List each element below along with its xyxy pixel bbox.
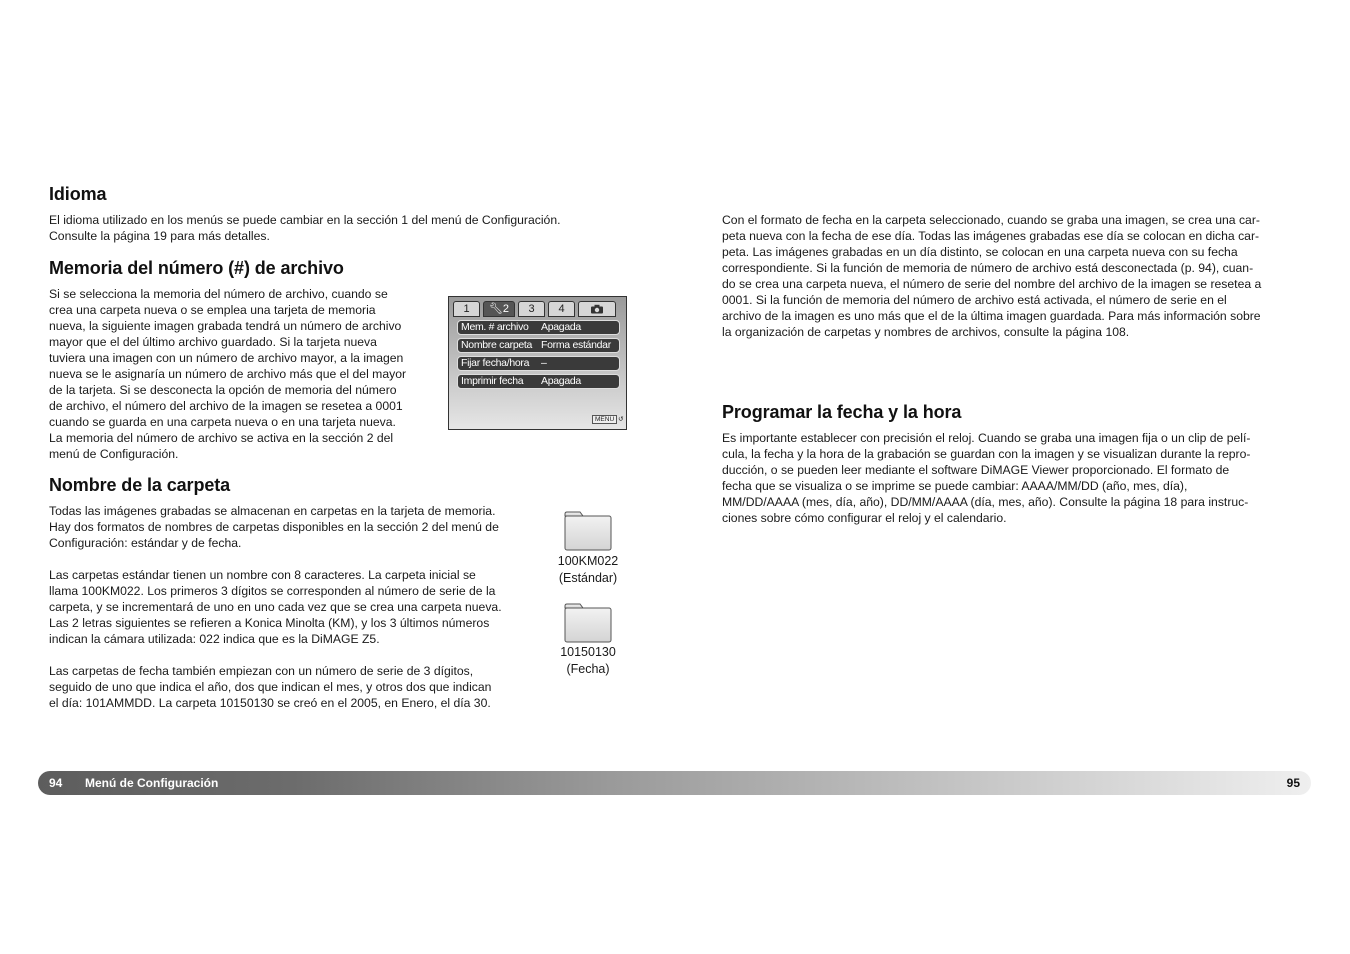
idioma-text — [49, 212, 561, 244]
text-line: Si se selecciona la memoria del número de archivo, cuando se — [49, 287, 388, 301]
text-line: de la tarjeta. Si se desconecta la opción de memoria del número — [49, 383, 397, 397]
text-line: carpeta, y se incrementará de uno en uno cada vez que se crea una carpeta nueva. — [49, 600, 502, 614]
text-line: mayor que el del último archivo guardado. Si la tarjeta nueva — [49, 335, 377, 349]
memoria-text — [49, 286, 441, 462]
text-line: Con el formato de fecha en la carpeta seleccionado, cuando se graba una imagen, se crea una car- — [722, 213, 1260, 227]
menu-row-value: – — [541, 357, 547, 369]
paragraph — [49, 663, 544, 711]
camera-icon — [590, 304, 604, 314]
text-line: llama 100KM022. Los primeros 3 dígitos se corresponden al número de serie de la — [49, 584, 496, 598]
text-line: cuando se guarda en una carpeta nueva o en una tarjeta nueva. — [49, 415, 396, 429]
menu-label: MENU — [592, 415, 617, 424]
camera-setup-menu-screen — [448, 296, 627, 430]
text-line: tuviera una imagen con un número de archivo mayor, a la imagen — [49, 351, 404, 365]
page-number-left: 94 — [49, 776, 63, 790]
text-line: Configuración: estándar y de fecha. — [49, 536, 242, 550]
menu-row — [457, 320, 620, 335]
text-line: la organización de carpetas y nombres de archivos, consulte la página 108. — [722, 325, 1130, 339]
text-line: de archivo, el número del archivo de la imagen se resetea a 0001 — [49, 399, 403, 413]
menu-row-key: Fijar fecha/hora — [461, 357, 530, 369]
tab-1: 1 — [453, 301, 480, 317]
wrench-icon: 🔧︎ — [488, 303, 503, 315]
text-line: Las 2 letras siguientes se refieren a Konica Minolta (KM), y los 3 últimos números — [49, 616, 490, 630]
text-line: archivo de la imagen es uno más que el de la última imagen guardada. Para más información sobre — [722, 309, 1261, 323]
folder-kind: (Fecha) — [566, 662, 610, 676]
folder-caption-date — [538, 644, 638, 678]
heading-memoria: Memoria del número (#) de archivo — [49, 258, 344, 278]
folder-icon — [564, 603, 612, 643]
text-line: seguido de uno que indica el año, dos que indican el mes, y otros dos que indican — [49, 680, 492, 694]
text-line: peta nueva con la fecha de ese día. Todas las imágenes grabadas ese día se colocan en dicha car- — [722, 229, 1260, 243]
tab-3: 3 — [518, 301, 545, 317]
folder-kind: (Estándar) — [558, 571, 618, 585]
text-line: menú de Configuración. — [49, 447, 179, 461]
section-title: Menú de Configuración — [85, 776, 219, 790]
menu-list — [457, 320, 620, 392]
text-line: El idioma utilizado en los menús se puede cambiar en la sección 1 del menú de Configuración. — [49, 213, 561, 227]
heading-idioma: Idioma — [49, 184, 107, 204]
folder-icon — [564, 511, 612, 551]
text-line: nueva se le asignaría un número de archivo más que el del mayor — [49, 367, 407, 381]
return-arrow-icon: ↺ — [618, 416, 624, 423]
text-line: cula, la fecha y la hora de la grabación se guardan con la imagen y se visualizan durante la repro- — [722, 447, 1251, 461]
menu-row-key: Mem. # archivo — [461, 321, 529, 333]
tab-label: 2 — [502, 303, 510, 315]
text-line: el día: 101AMMDD. La carpeta 10150130 se creó en el 2005, en Enero, el día 30. — [49, 696, 491, 710]
text-line: Consulte la página 19 para más detalles. — [49, 229, 270, 243]
menu-row — [457, 374, 620, 389]
menu-row-value: Apagada — [541, 321, 581, 333]
menu-row-value: Forma estándar — [541, 339, 611, 351]
menu-tabs — [453, 301, 622, 317]
text-line: correspondiente. Si la función de memoria de número de archivo está desconectada (p. 94), cuan- — [722, 261, 1254, 275]
right-intro-text — [722, 212, 1307, 340]
text-line: Las carpetas de fecha también empiezan con un número de serie de 3 dígitos, — [49, 664, 474, 678]
paragraph — [49, 567, 544, 647]
menu-row — [457, 356, 620, 371]
folder-caption-standard — [538, 553, 638, 587]
menu-return-hint — [592, 415, 622, 425]
text-line: Es importante establecer con precisión el reloj. Cuando se graba una imagen fija o un clip de pelí- — [722, 431, 1251, 445]
folder-name: 10150130 — [560, 645, 616, 659]
menu-row-value: Apagada — [541, 375, 581, 387]
programar-text — [722, 430, 1307, 526]
menu-row-key: Nombre carpeta — [461, 339, 533, 351]
text-line: peta. Las imágenes grabadas en un día distinto, se colocan en una carpeta nueva con su fecha — [722, 245, 1238, 259]
heading-programar-fecha-hora: Programar la fecha y la hora — [722, 402, 962, 422]
text-line: crea una carpeta nueva o se emplea una tarjeta de memoria — [49, 303, 376, 317]
text-line: Las carpetas estándar tienen un nombre con 8 caracteres. La carpeta inicial se — [49, 568, 476, 582]
nombre-carpeta-text — [49, 503, 544, 711]
tab-2-setup — [483, 301, 515, 317]
tab-4: 4 — [548, 301, 575, 317]
folder-name: 100KM022 — [557, 554, 619, 568]
paragraph — [49, 503, 544, 551]
text-line: fecha que se visualiza o se imprime se puede cambiar: AAAA/MM/DD (año, mes, día), — [722, 479, 1188, 493]
text-line: indican la cámara utilizada: 022 indica que es la DiMAGE Z5. — [49, 632, 380, 646]
tab-camera — [578, 301, 616, 317]
text-line: ducción, o se pueden leer mediante el software DiMAGE Viewer proporcionado. El formato de — [722, 463, 1230, 477]
text-line: Todas las imágenes grabadas se almacenan en carpetas en la tarjeta de memoria. — [49, 504, 496, 518]
text-line: 0001. Si la función de memoria del número de archivo está activada, el número de serie en el — [722, 293, 1227, 307]
text-line: do se crea una carpeta nueva, el número de serie del nombre del archivo de la imagen se resetea a — [722, 277, 1262, 291]
menu-row-key: Imprimir fecha — [461, 375, 524, 387]
heading-nombre-carpeta: Nombre de la carpeta — [49, 475, 231, 495]
text-line: nueva, la siguiente imagen grabada tendrá un número de archivo — [49, 319, 402, 333]
menu-row — [457, 338, 620, 353]
text-line: La memoria del número de archivo se activa en la sección 2 del — [49, 431, 394, 445]
text-line: ciones sobre cómo configurar el reloj y el calendario. — [722, 511, 1007, 525]
text-line: MM/DD/AAAA (mes, día, año), DD/MM/AAAA (día, mes, año). Consulte la página 18 para instruc- — [722, 495, 1249, 509]
footer-bar — [38, 771, 1311, 795]
page-number-right: 95 — [1286, 776, 1300, 790]
text-line: Hay dos formatos de nombres de carpetas disponibles en la sección 2 del menú de — [49, 520, 499, 534]
